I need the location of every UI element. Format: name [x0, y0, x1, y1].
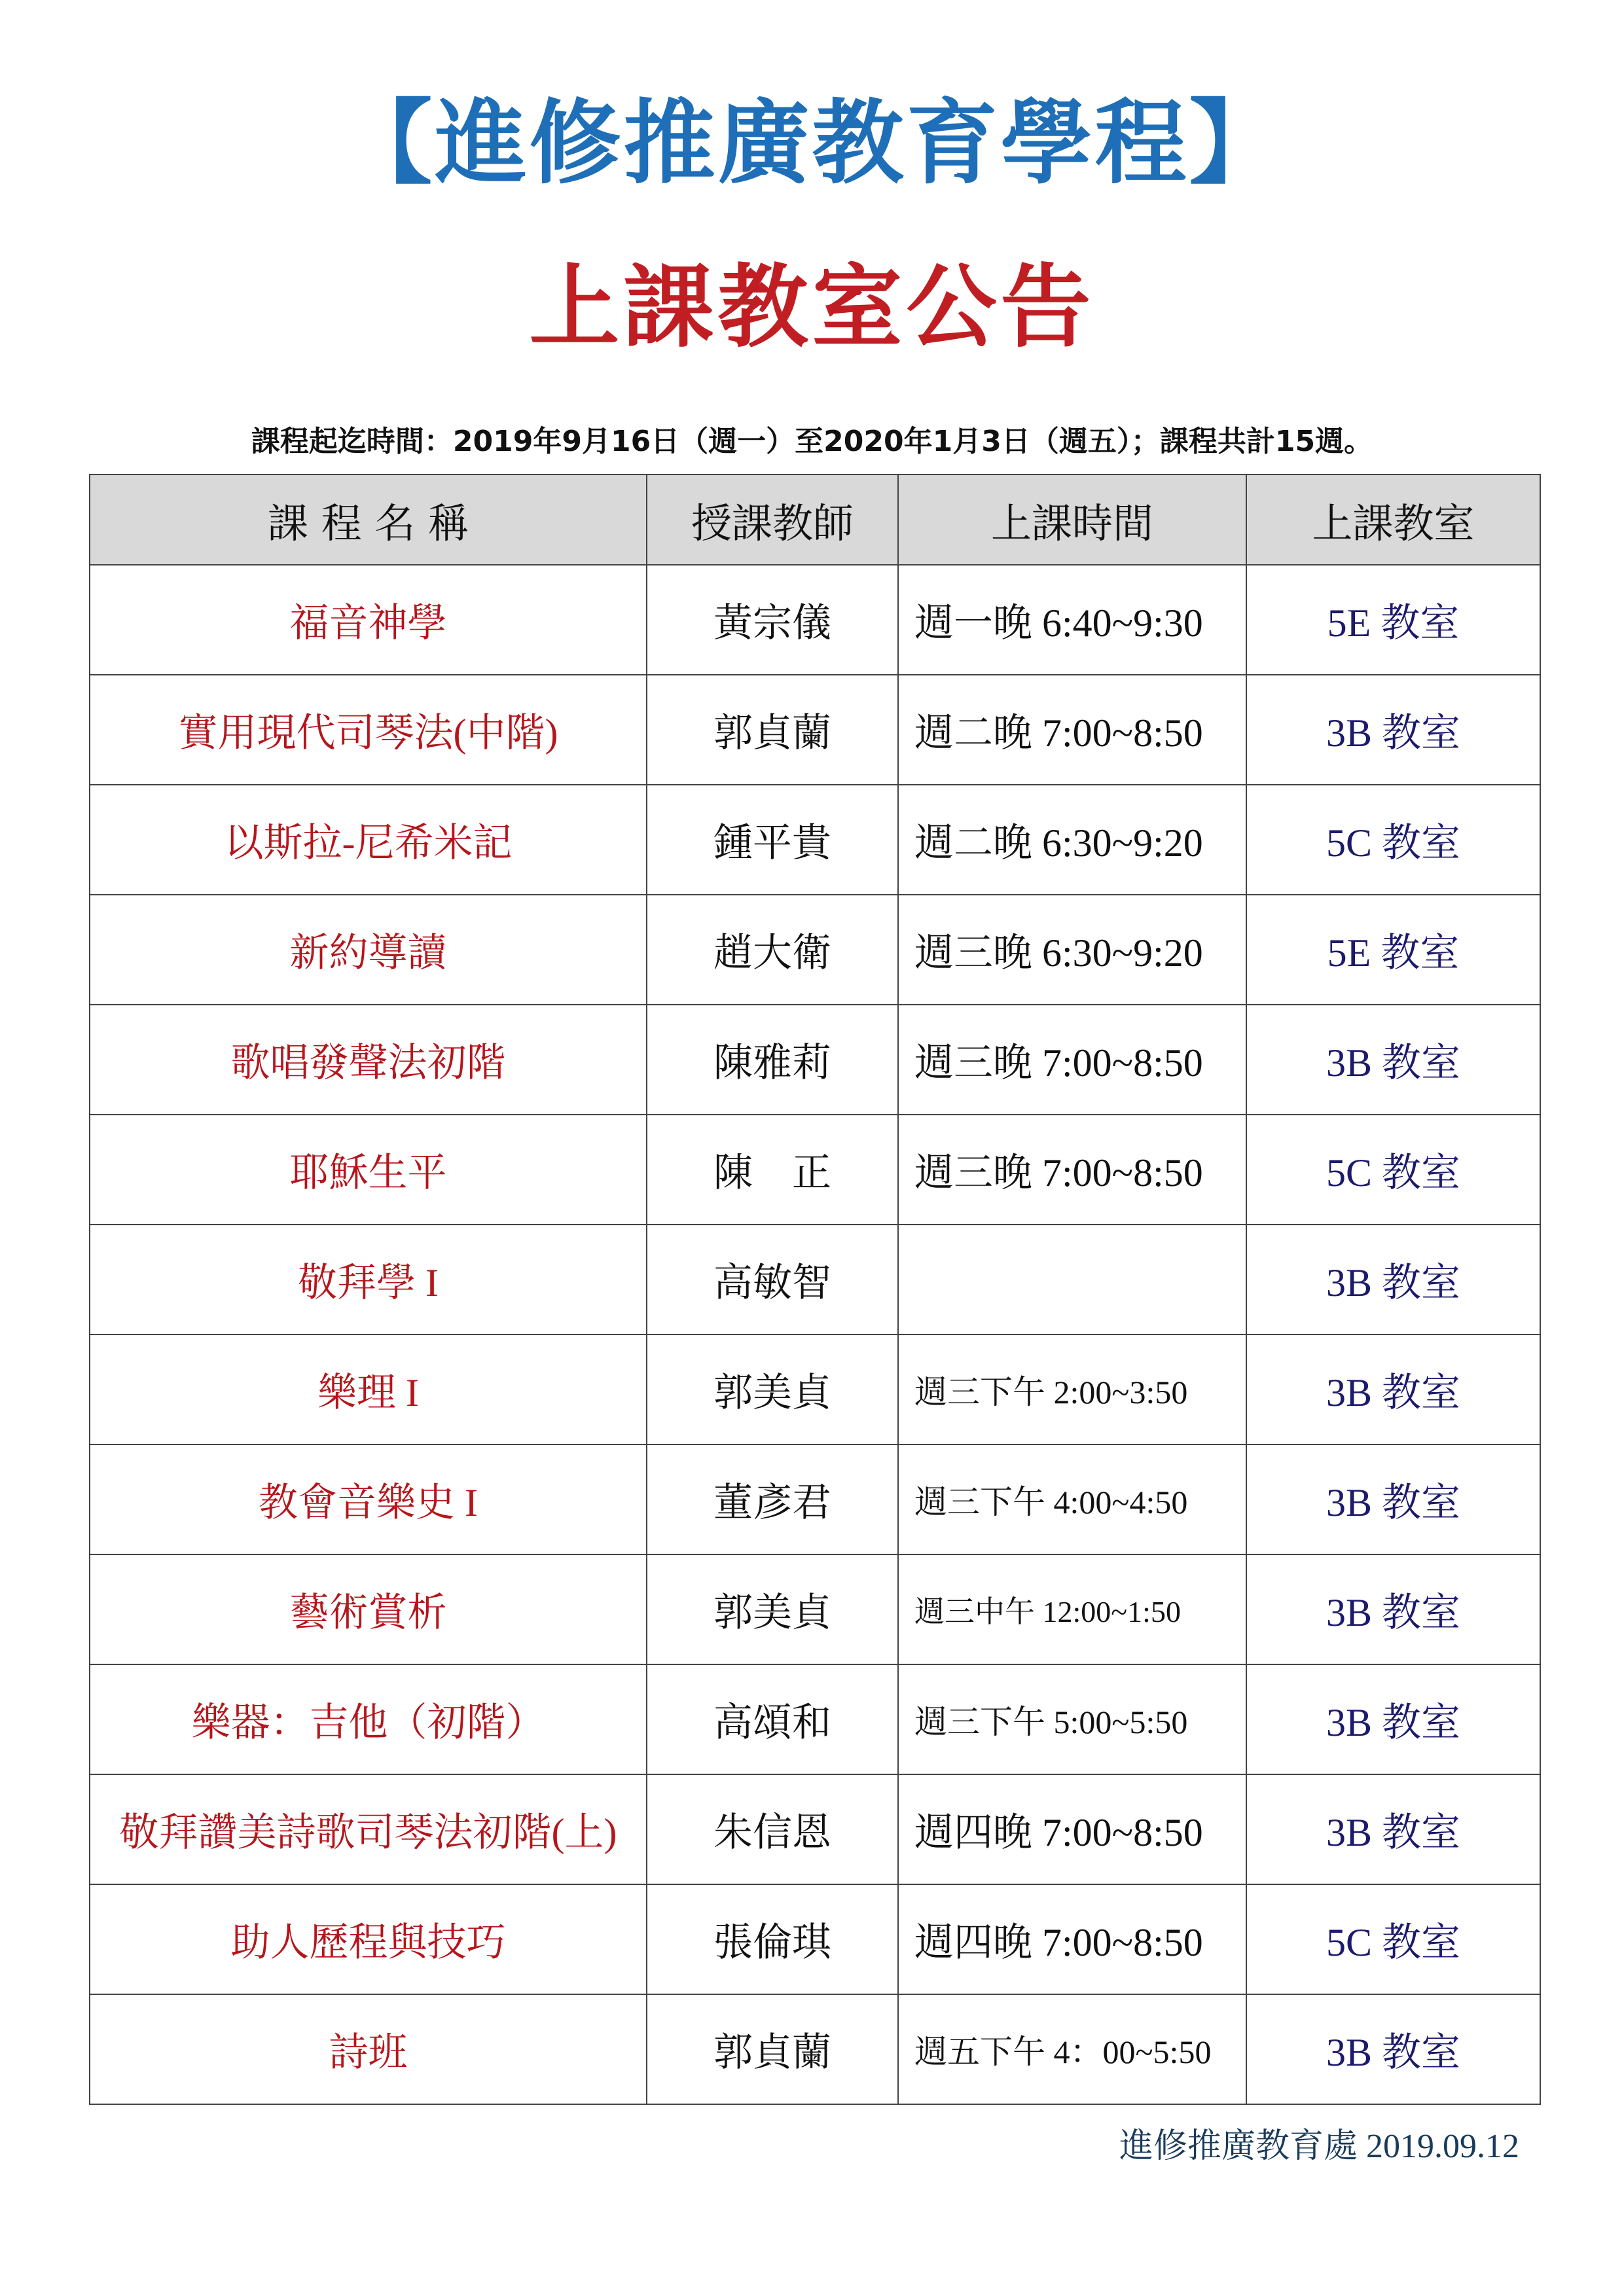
- teacher-name: 朱信恩: [647, 1774, 898, 1884]
- teacher-name: 郭貞蘭: [647, 675, 898, 785]
- table-row: [90, 1664, 1540, 1774]
- table-row: [90, 1335, 1540, 1444]
- header-teacher: 授課教師: [647, 475, 898, 565]
- table-row: [90, 1444, 1540, 1554]
- course-name: 耶穌生平: [90, 1115, 647, 1225]
- course-name: 樂理 I: [90, 1335, 647, 1444]
- course-name: 福音神學: [90, 565, 647, 675]
- table-row: [90, 1005, 1540, 1115]
- classroom: 3B 教室: [1246, 1774, 1540, 1884]
- classroom: 3B 教室: [1246, 1994, 1540, 2104]
- table-row: [90, 1115, 1540, 1225]
- classroom: 3B 教室: [1246, 1664, 1540, 1774]
- teacher-name: 陳 正: [647, 1115, 898, 1225]
- classroom: 3B 教室: [1246, 1005, 1540, 1115]
- teacher-name: 董彥君: [647, 1444, 898, 1554]
- table-row: [90, 1554, 1540, 1664]
- table-header-row: [90, 475, 1540, 565]
- teacher-name: 郭貞蘭: [647, 1994, 898, 2104]
- classroom: 5C 教室: [1246, 785, 1540, 895]
- announcement-title: 上課教室公告: [529, 255, 1095, 360]
- class-time: [898, 1225, 1246, 1335]
- course-name: 敬拜學 I: [90, 1225, 647, 1335]
- teacher-name: 郭美貞: [647, 1554, 898, 1664]
- teacher-name: 高頌和: [647, 1664, 898, 1774]
- header-classroom: 上課教室: [1246, 475, 1540, 565]
- program-title: 【進修推廣教育學程】: [340, 90, 1284, 197]
- header-class-time: 上課時間: [898, 475, 1246, 565]
- class-time: 週四晚 7:00~8:50: [898, 1884, 1246, 1994]
- teacher-name: 張倫琪: [647, 1884, 898, 1994]
- class-time: 週三晚 7:00~8:50: [898, 1115, 1246, 1225]
- class-time: 週二晚 7:00~8:50: [898, 675, 1246, 785]
- classroom: 5C 教室: [1246, 1884, 1540, 1994]
- header-course-name: 課 程 名 稱: [90, 475, 647, 565]
- classroom-schedule-table: [89, 474, 1541, 2105]
- table-row: [90, 565, 1540, 675]
- class-time: 週一晚 6:40~9:30: [898, 565, 1246, 675]
- class-time: 週三下午 5:00~5:50: [898, 1664, 1246, 1774]
- class-time: 週四晚 7:00~8:50: [898, 1774, 1246, 1884]
- course-name: 詩班: [90, 1994, 647, 2104]
- classroom: 3B 教室: [1246, 1554, 1540, 1664]
- issuer-signature: 進修推廣教育處 2019.09.12: [1119, 2128, 1519, 2165]
- table-row: [90, 1774, 1540, 1884]
- course-name: 助人歷程與技巧: [90, 1884, 647, 1994]
- course-name: 教會音樂史 I: [90, 1444, 647, 1554]
- course-name: 歌唱發聲法初階: [90, 1005, 647, 1115]
- teacher-name: 黃宗儀: [647, 565, 898, 675]
- classroom: 5E 教室: [1246, 565, 1540, 675]
- class-time: 週三晚 7:00~8:50: [898, 1005, 1246, 1115]
- classroom: 5E 教室: [1246, 895, 1540, 1005]
- teacher-name: 趙大衛: [647, 895, 898, 1005]
- class-time: 週二晚 6:30~9:20: [898, 785, 1246, 895]
- teacher-name: 郭美貞: [647, 1335, 898, 1444]
- class-time: 週三晚 6:30~9:20: [898, 895, 1246, 1005]
- class-time: 週五下午 4：00~5:50: [898, 1994, 1246, 2104]
- classroom: 3B 教室: [1246, 1444, 1540, 1554]
- classroom: 3B 教室: [1246, 1225, 1540, 1335]
- table-row: [90, 895, 1540, 1005]
- course-name: 新約導讀: [90, 895, 647, 1005]
- course-name: 敬拜讚美詩歌司琴法初階(上): [90, 1774, 647, 1884]
- table-row: [90, 1225, 1540, 1335]
- table-row: [90, 675, 1540, 785]
- table-row: [90, 785, 1540, 895]
- course-name: 實用現代司琴法(中階): [90, 675, 647, 785]
- teacher-name: 高敏智: [647, 1225, 898, 1335]
- class-time: 週三下午 2:00~3:50: [898, 1335, 1246, 1444]
- class-time: 週三中午 12:00~1:50: [898, 1554, 1246, 1664]
- course-name: 以斯拉-尼希米記: [90, 785, 647, 895]
- classroom: 3B 教室: [1246, 1335, 1540, 1444]
- classroom: 5C 教室: [1246, 1115, 1540, 1225]
- classroom: 3B 教室: [1246, 675, 1540, 785]
- course-name: 藝術賞析: [90, 1554, 647, 1664]
- class-time: 週三下午 4:00~4:50: [898, 1444, 1246, 1554]
- course-period-note: 課程起迄時間：2019年9月16日（週一）至2020年1月3日（週五）；課程共計15週。: [251, 425, 1373, 458]
- table-row: [90, 1994, 1540, 2104]
- teacher-name: 鍾平貴: [647, 785, 898, 895]
- teacher-name: 陳雅莉: [647, 1005, 898, 1115]
- table-row: [90, 1884, 1540, 1994]
- course-name: 樂器：吉他（初階）: [90, 1664, 647, 1774]
